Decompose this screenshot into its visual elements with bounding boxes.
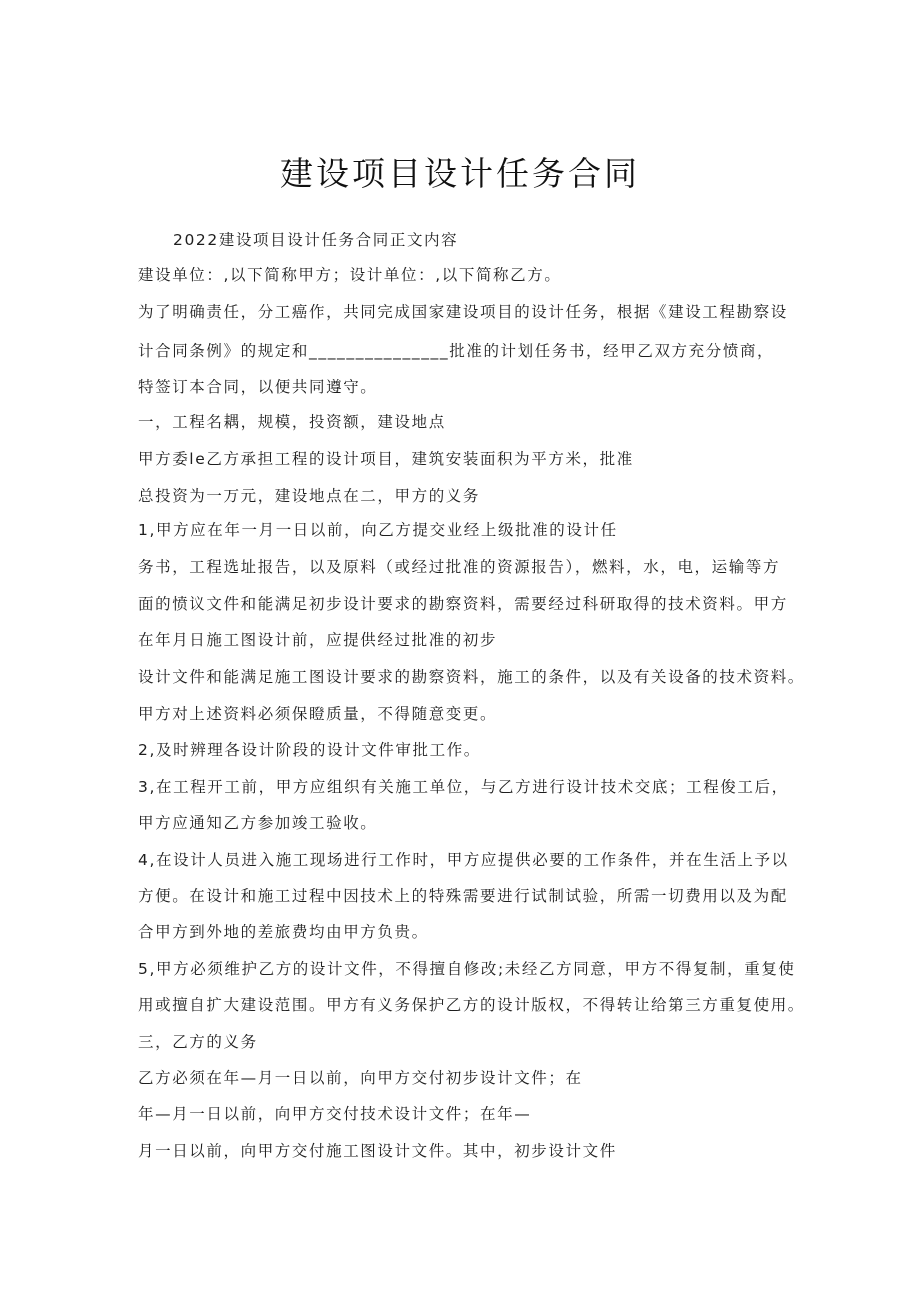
paragraph-line: 月一日以前，向甲方交付施工图设计文件。其中，初步设计文件 [138, 1142, 617, 1160]
paragraph-line: 务书，工程选址报告，以及原料（或经过批准的资源报告），燃料，水，电，运输等方 [138, 558, 781, 576]
paragraph-line: 用或擅自扩大建设范围。甲方有义务保护乙方的设计版权，不得转让给第三方重复使用。 [138, 996, 805, 1014]
paragraph-line: 计合同条例》的规定和_______________批准的计划任务书，经甲乙双方充分愤商， [138, 342, 775, 360]
paragraph-line: 特签订本合同，以便共同遵守。 [138, 378, 378, 396]
section-heading: 一，工程名耦，规模，投资额，建设地点 [138, 413, 446, 431]
section-heading: 三，乙方的义务 [138, 1033, 258, 1051]
paragraph-line: 甲方应通知乙方参加竣工验收。 [138, 814, 378, 832]
paragraph-line: 设计文件和能满足施工图设计要求的勘察资料，施工的条件，以及有关设备的技术资料。 [138, 668, 805, 686]
paragraph-line: 甲方委le乙方承担工程的设计项目，建筑安装面积为平方米，批准 [138, 450, 634, 468]
document-title: 建设项目设计任务合同 [280, 154, 640, 193]
list-item: 1,甲方应在年一月一日以前，向乙方提交业经上级批准的设计任 [138, 521, 618, 539]
list-item: 2,及时辨理各设计阶段的设计文件审批工作。 [138, 741, 481, 759]
list-item: 5,甲方必须维护乙方的设计文件，不得擅自修改;未经乙方同意，甲方不得复制，重复使 [138, 960, 796, 978]
paragraph-line: 方便。在设计和施工过程中因技术上的特殊需要进行试制试验，所需一切费用以及为配 [138, 887, 788, 905]
paragraph-line: 年—月一日以前，向甲方交付技术设计文件；在年— [138, 1105, 532, 1123]
paragraph-line: 为了明确责任，分工癌作，共同完成国家建设项目的设计任务，根据《建设工程勘察设 [138, 303, 788, 321]
paragraph-line: 在年月日施工图设计前，应提供经过批准的初步 [138, 631, 498, 649]
list-item: 3,在工程开工前，甲方应组织有关施工单位，与乙方进行设计技术交底；工程俊工后， [138, 778, 789, 796]
intro-heading: 2022建设项目设计任务合同正文内容 [173, 231, 459, 249]
paragraph-line: 乙方必须在年—月一日以前，向甲方交付初步设计文件；在 [138, 1069, 583, 1087]
paragraph-line: 面的愤议文件和能满足初步设计要求的勘察资料，需要经过科研取得的技术资料。甲方 [138, 595, 788, 613]
list-item: 4,在设计人员进入施工现场进行工作时，甲方应提供必要的工作条件，并在生活上予以 [138, 851, 789, 869]
paragraph-line: 合甲方到外地的差旅费均由甲方负贵。 [138, 923, 429, 941]
paragraph-line: 甲方对上述资料必须保瞪质量，不得随意变更。 [138, 705, 498, 723]
paragraph-line: 建设单位：,以下简称甲方；设计单位：,以下简称乙方。 [138, 266, 562, 284]
paragraph-line: 总投资为一万元，建设地点在二，甲方的义务 [138, 487, 481, 505]
